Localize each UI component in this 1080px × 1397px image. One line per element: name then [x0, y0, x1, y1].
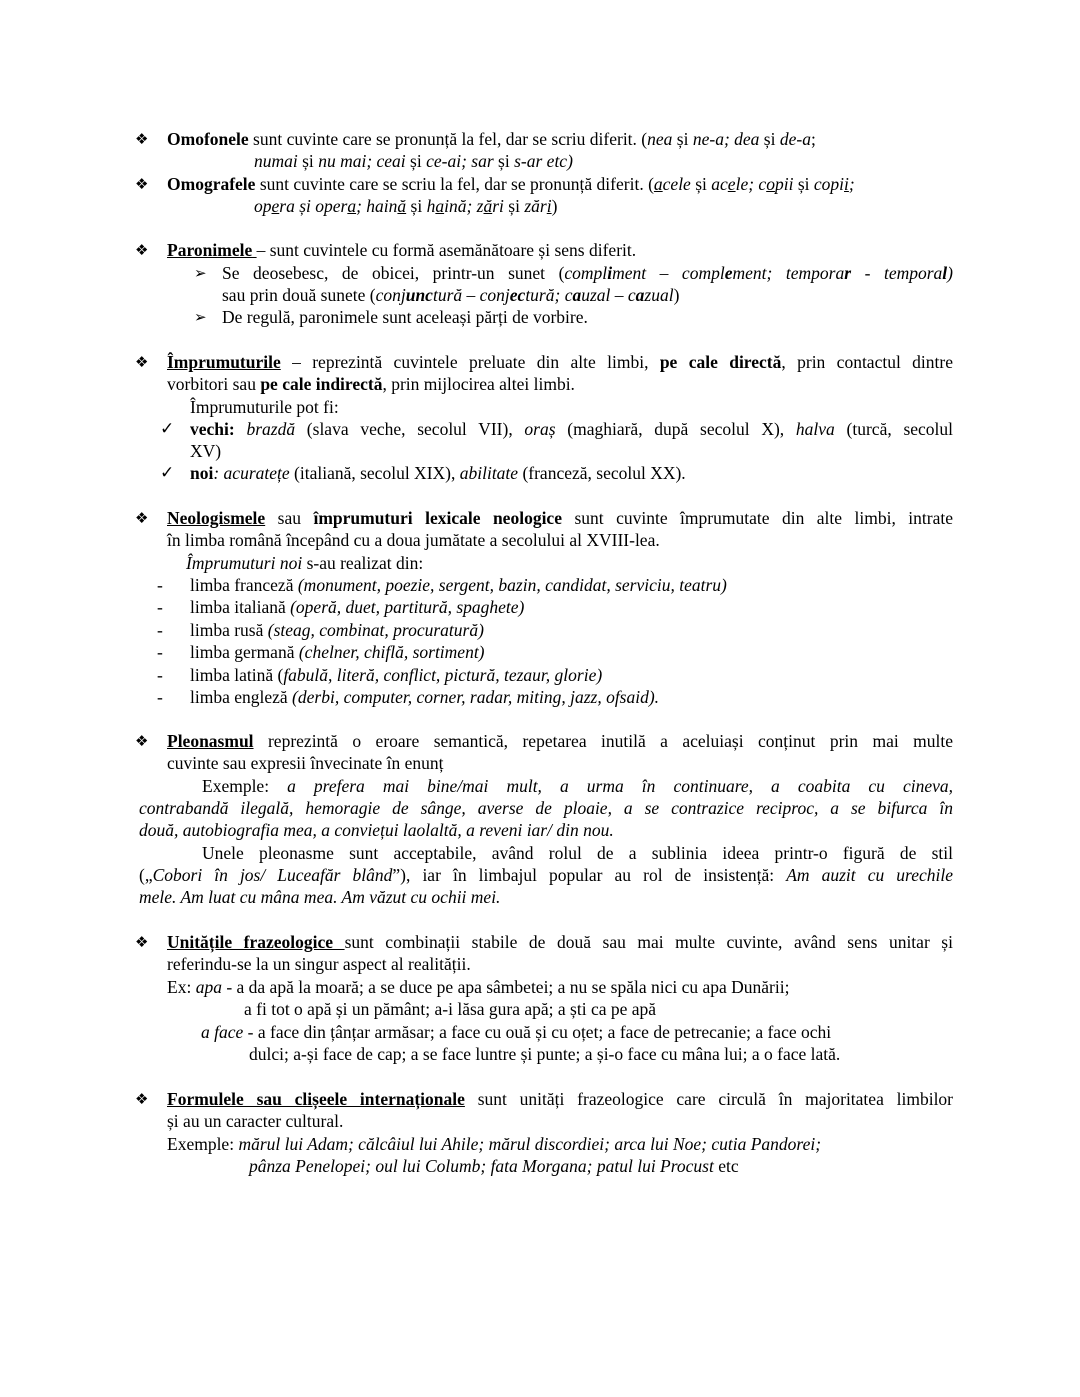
omografe-line-2: opera și opera; haină și haină; zări și zări) — [254, 196, 558, 216]
pleonasm-para2-line-1: Unele pleonasme sunt acceptabile, având rolul de a sublinia ideea printr-o figură de stil — [202, 843, 953, 863]
term-neologisme: Neologismele — [167, 508, 266, 528]
term-pleonasm: Pleonasmul — [167, 731, 254, 751]
list-item — [190, 596, 524, 618]
imprumuturi-line-1: Împrumuturile – reprezintă cuvintele preluate din alte limbi, pe cale directă, prin contactul dintre — [167, 352, 953, 372]
list-item-examples: (chelner, chiflă, sortiment) — [298, 642, 485, 663]
paronime-examples-2: conjunctură – conjectură; cauzal – cazual — [375, 285, 674, 305]
dash-bullet: - — [157, 575, 163, 595]
list-item-examples: (monument, poezie, sergent, bazin, candidat, serviciu, teatru) — [297, 575, 727, 595]
list-item — [190, 686, 659, 708]
list-item-examples: (operă, duet, partitură, spaghete) — [290, 597, 525, 618]
diamond-bullet-icon: ❖ — [135, 130, 149, 148]
arrow-bullet-icon: ➢ — [194, 308, 207, 326]
list-item-language: limba latină ( — [190, 664, 284, 685]
term-formule: Formulele sau clișeele internaționale — [167, 1089, 465, 1109]
formule-example-line-1: Exemple: mărul lui Adam; călcâiul lui Ahile; mărul discordiei; arca lui Noe; cutia Pandorei; — [167, 1134, 822, 1154]
list-item-language: limba italiană — [190, 597, 291, 618]
imprumuturi-vechi: vechi: brazdă (slava veche, secolul VII), oraș (maghiară, după secolul X), halva (turcă, secolul — [190, 419, 954, 439]
diamond-bullet-icon: ❖ — [135, 933, 149, 951]
diamond-bullet-icon: ❖ — [135, 732, 149, 750]
frazeologice-line-2: referindu-se la un singur aspect al realității. — [167, 954, 471, 974]
dash-bullet: - — [157, 664, 163, 685]
term-frazeologice: Unitățile frazeologice — [167, 932, 345, 952]
imprumuturi-noi: noi: acuratețe (italiană, secolul XIX), abilitate (franceză, secolul XX). — [190, 463, 686, 483]
list-item-examples: fabulă, literă, conflict, pictură, tezaur, glorie) — [283, 664, 603, 685]
imprumuturi-line-3: Împrumuturile pot fi: — [190, 397, 339, 417]
pleonasm-example-line-3: două, autobiografia mea, a conviețui laolaltă, a reveni iar/ din nou. — [139, 820, 614, 840]
list-item-examples: (steag, combinat, procuratură) — [267, 619, 484, 640]
dash-bullet: - — [157, 642, 163, 663]
omografe-line-1: Omografele sunt cuvinte care se scriu la fel, dar se pronunță diferit. (acele și acele; copii și copii; — [167, 174, 855, 194]
formule-line-1: Formulele sau clișeele internaționale sunt unități frazeologice care circulă în majoritatea limbilor — [167, 1089, 954, 1109]
frazeologice-line-1: Unitățile frazeologice sunt combinații stabile de două sau mai multe cuvinte, având sens unitar și — [167, 932, 953, 952]
list-item — [190, 664, 602, 686]
omofone-line-2: numai și nu mai; ceai și ce-ai; sar și s-ar etc) — [254, 151, 573, 171]
pleonasm-line-1: Pleonasmul reprezintă o eroare semantică, repetarea inutilă a aceluiași conținut prin mai multe — [167, 731, 953, 751]
frazeologice-face-line-2: dulci; a-și face de cap; a se face luntre și punte; a și-o face cu mâna lui; a o face lată. — [249, 1044, 841, 1064]
list-item — [190, 574, 727, 596]
dash-bullet: - — [157, 687, 163, 707]
diamond-bullet-icon: ❖ — [135, 353, 149, 371]
list-item-language: limba franceză — [190, 575, 298, 595]
list-item — [190, 619, 484, 641]
frazeologice-apa-line-2: a fi tot o apă și un pământ; a-i lăsa gura apă; a ști ca pe apă — [244, 999, 657, 1019]
neologisme-line-2: în limba română începând cu a doua jumătate a secolului al XVIII-lea. — [167, 530, 660, 550]
term-imprumuturi: Împrumuturile — [167, 352, 281, 372]
diamond-bullet-icon: ❖ — [135, 509, 149, 527]
frazeologice-face-line-1: a face - a face din țânțar armăsar; a face cu ouă și cu oțet; a face de petrecanie; a face ochi — [201, 1022, 832, 1042]
pleonasm-example-line-1: Exemple: a prefera mai bine/mai mult, a urma în continuare, a coabita cu cineva, — [202, 776, 954, 796]
paronime-line-1: Paronimele – sunt cuvintele cu formă asemănătoare și sens diferit. — [167, 240, 637, 260]
diamond-bullet-icon: ❖ — [135, 175, 149, 193]
arrow-bullet-icon: ➢ — [194, 264, 207, 282]
term-omografe: Omografele — [167, 174, 256, 194]
frazeologice-apa-line-1: Ex: apa - a da apă la moară; a se duce pe apa sâmbetei; a nu se spăla nici cu apa Dunării; — [167, 977, 790, 997]
dash-bullet: - — [157, 619, 163, 640]
term-omofone: Omofonele — [167, 129, 249, 149]
diamond-bullet-icon: ❖ — [135, 241, 149, 259]
imprumuturi-line-2: vorbitori sau pe cale indirectă, prin mijlocirea altei limbi. — [167, 374, 575, 394]
list-item-examples: (derbi, computer, corner, radar, miting, jazz, ofsaid). — [292, 687, 660, 707]
neologisme-line-3: Împrumuturi noi s-au realizat din: — [186, 553, 424, 573]
diamond-bullet-icon: ❖ — [135, 1090, 149, 1108]
list-item — [190, 641, 485, 663]
paronime-examples-1: compliment – complement; temporar - temporal) — [564, 263, 953, 283]
checkmark-icon: ✓ — [160, 463, 175, 483]
checkmark-icon: ✓ — [160, 419, 175, 439]
neologisme-line-1: Neologismele sau împrumuturi lexicale neologice sunt cuvinte împrumutate din alte limbi, intrate — [167, 508, 954, 528]
paronime-point-2: De regulă, paronimele sunt aceleași părți de vorbire. — [222, 307, 588, 327]
formule-example-line-2: pânza Penelopei; oul lui Columb; fata Morgana; patul lui Procust etc — [249, 1156, 739, 1176]
imprumuturi-vechi-line-2: XV) — [190, 441, 222, 461]
pleonasm-para2-line-3: mele. Am luat cu mâna mea. Am văzut cu ochii mei. — [139, 887, 501, 907]
paronime-point-1-line-2: sau prin două sunete (conjunctură – conjectură; cauzal – cazual) — [222, 285, 680, 305]
list-item-language: limba germană — [190, 642, 299, 663]
omofone-line-1: Omofonele sunt cuvinte care se pronunță la fel, dar se scriu diferit. (nea și ne-a; dea și de-a; — [167, 129, 816, 149]
paronime-point-1: Se deosebesc, de obicei, printr-un sunet (compliment – complement; temporar - temporal) — [222, 263, 953, 283]
pleonasm-line-2: cuvinte sau expresii învecinate în enunț — [167, 753, 444, 773]
list-item-language: limba rusă — [190, 619, 268, 640]
term-paronime: Paronimele — [167, 240, 257, 260]
dash-bullet: - — [157, 597, 163, 618]
list-item-language: limba engleză — [190, 687, 293, 707]
pleonasm-para2-line-2: („Cobori în jos/ Luceafăr blând”), iar în limbajul popular au rol de insistență: Am auzit cu urechile — [139, 865, 953, 885]
pleonasm-example-line-2: contrabandă ilegală, hemoragie de sânge, averse de ploaie, a se contrazice reciproc, a se bifurca în — [139, 798, 953, 818]
formule-line-2: și au un caracter cultural. — [167, 1111, 344, 1131]
